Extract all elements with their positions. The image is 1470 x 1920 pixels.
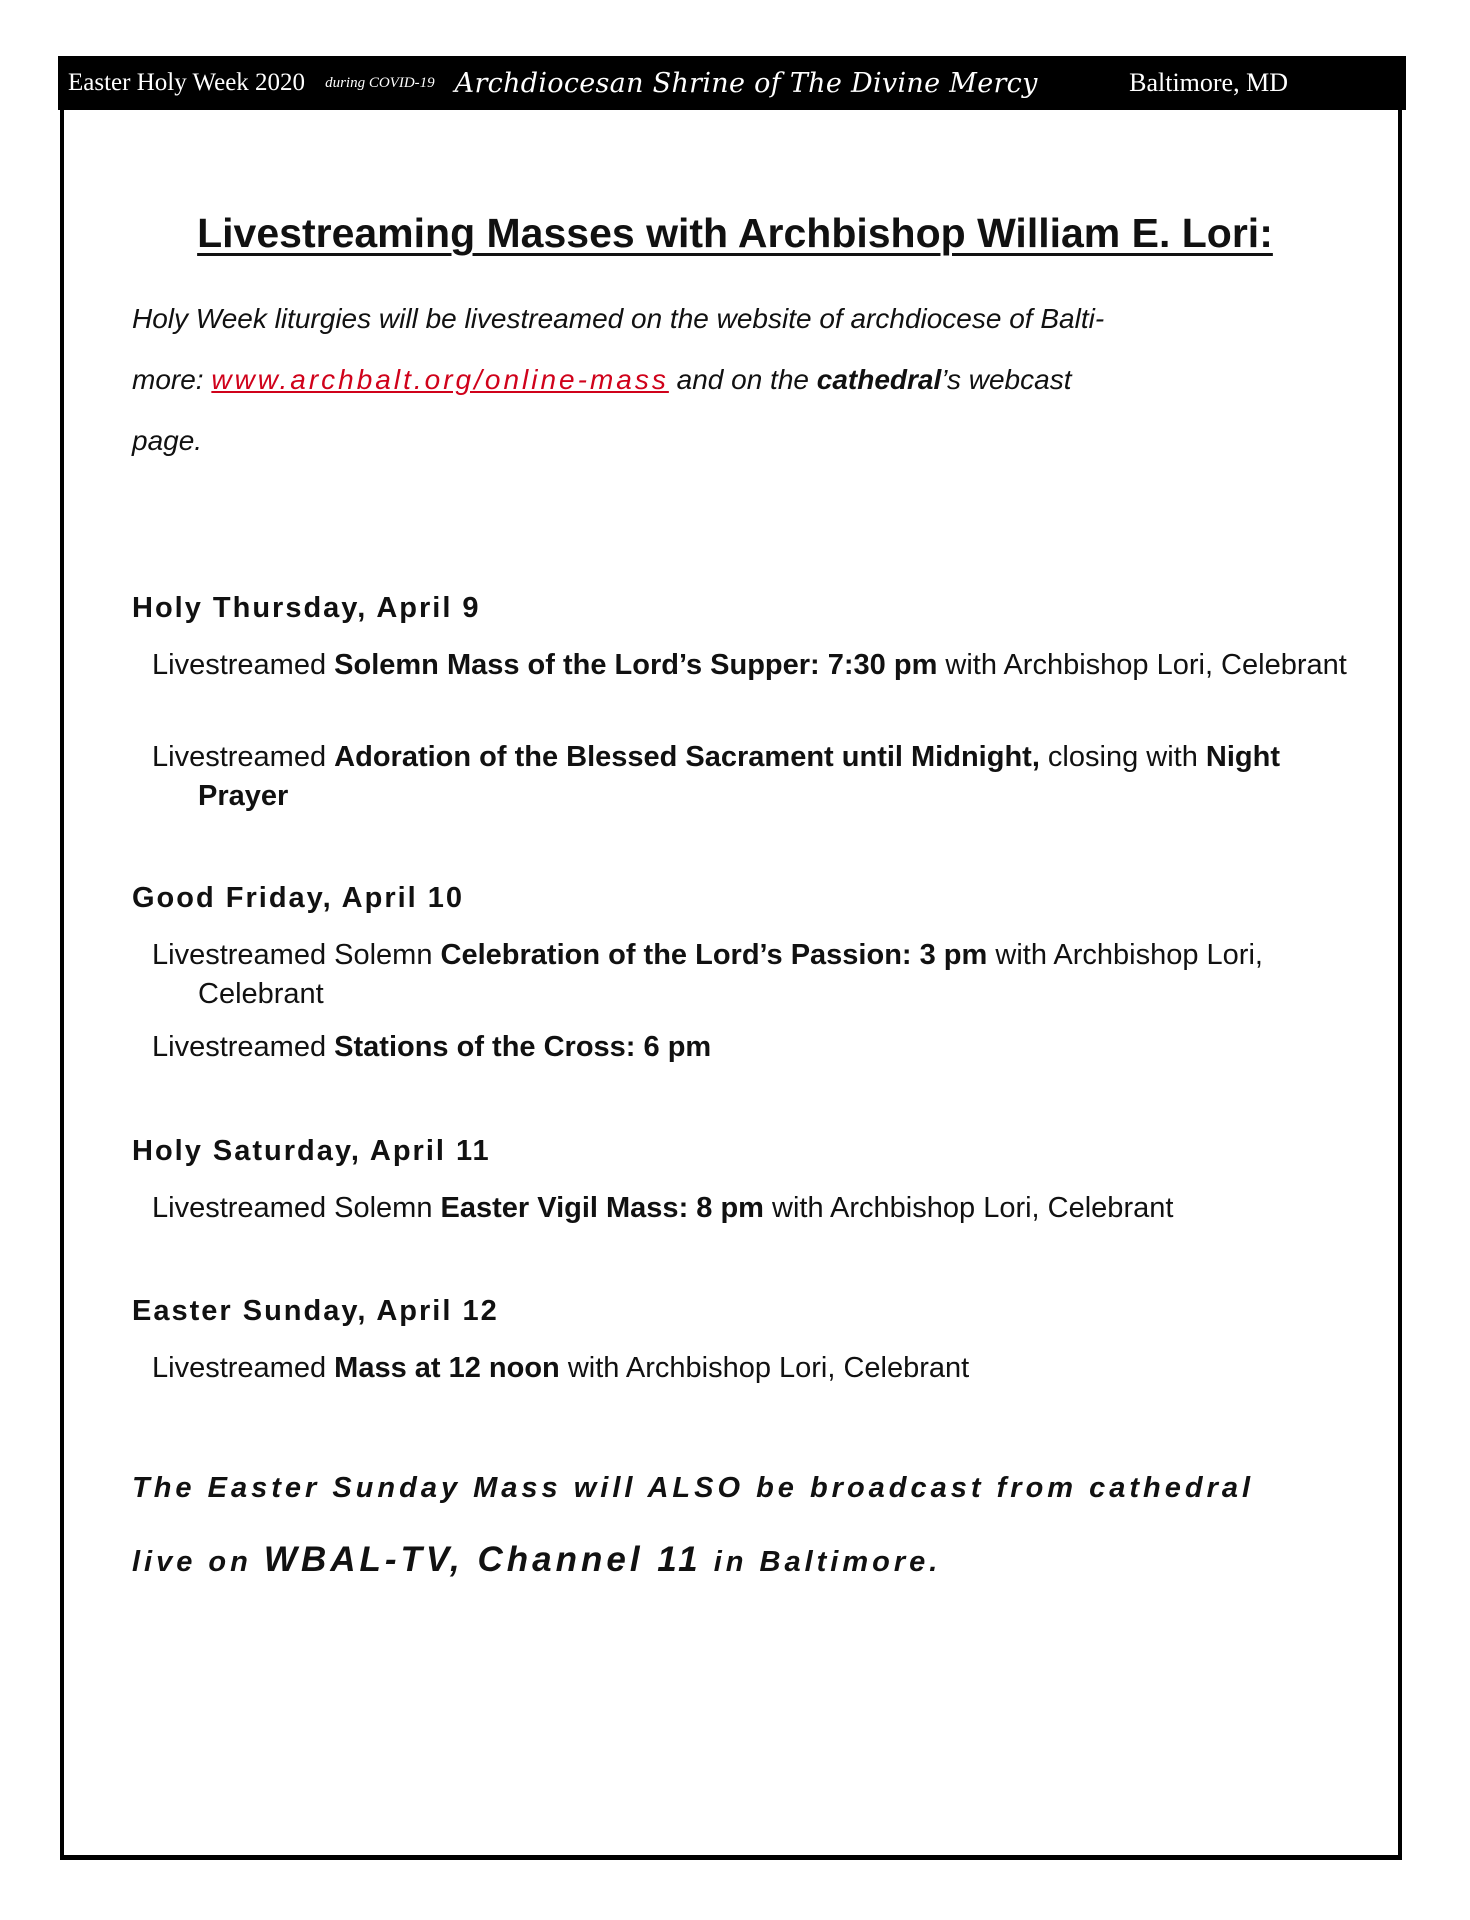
entry-bold: Celebration of the Lord’s Passion: 3 pm — [440, 939, 988, 971]
entry-friday-stations — [152, 1028, 1358, 1067]
entry-saturday-vigil — [152, 1189, 1358, 1228]
day-heading-sunday: Easter Sunday, April 12 — [132, 1295, 499, 1327]
day-heading-friday: Good Friday, April 10 — [132, 882, 465, 914]
entry-suffix: with Archbishop Lori, Celebrant — [198, 939, 1263, 1010]
header-bar — [58, 56, 1406, 110]
day-heading-saturday: Holy Saturday, April 11 — [132, 1135, 491, 1167]
entry-suffix: with Archbishop Lori, Celebrant — [559, 1352, 970, 1384]
intro-paragraph — [132, 288, 1312, 471]
entry-bold: Adoration of the Blessed Sacrament until Midnight, — [334, 741, 1040, 773]
entry-prefix: Livestreamed — [152, 649, 335, 681]
broadcast-live-on: live on — [132, 1546, 264, 1578]
intro-cathedral: cathedral — [816, 364, 942, 395]
intro-after-link: and on the — [668, 364, 817, 395]
entry-suffix: with Archbishop Lori, Celebrant — [763, 1192, 1174, 1224]
entry-bold: Easter Vigil Mass: 8 pm — [440, 1192, 764, 1224]
intro-line-2 — [132, 349, 1312, 410]
entry-bold: Solemn Mass of the Lord’s Supper: 7:30 pm — [334, 649, 938, 681]
broadcast-line-2 — [132, 1524, 1382, 1598]
entry-friday-passion — [152, 936, 1358, 1014]
entry-sunday-mass — [152, 1349, 1358, 1388]
broadcast-channel: WBAL-TV, Channel 11 — [263, 1540, 702, 1579]
intro-line-3: page. — [132, 425, 203, 456]
header-city: Baltimore, MD — [1129, 68, 1288, 97]
entry-thursday-mass — [152, 646, 1358, 685]
day-heading-thursday: Holy Thursday, April 9 — [132, 592, 481, 624]
intro-more: more: — [132, 364, 212, 395]
entry-prefix: Livestreamed — [152, 1352, 335, 1384]
page-title: Livestreaming Masses with Archbishop William E. Lori: — [197, 210, 1273, 256]
entry-suffix: closing with — [1039, 741, 1206, 773]
entry-bold-2: Night Prayer — [198, 741, 1280, 812]
header-shrine: Archdiocesan Shrine of The Divine Mercy — [454, 67, 1038, 99]
online-mass-link[interactable]: www.archbalt.org/online-mass — [211, 364, 669, 395]
header-during: during COVID-19 — [325, 74, 435, 91]
entry-prefix: Livestreamed — [152, 1031, 335, 1063]
broadcast-note — [132, 1452, 1382, 1598]
entry-prefix: Livestreamed — [152, 741, 335, 773]
entry-bold: Stations of the Cross: 6 pm — [334, 1031, 712, 1063]
broadcast-line-1: The Easter Sunday Mass will ALSO be broadcast from cathedral — [132, 1472, 1255, 1504]
entry-thursday-adoration — [152, 738, 1358, 816]
entry-bold: Mass at 12 noon — [334, 1352, 560, 1384]
entry-prefix: Livestreamed Solemn — [152, 939, 441, 971]
header-event: Easter Holy Week 2020 — [68, 69, 306, 96]
entry-suffix: with Archbishop Lori, Celebrant — [937, 649, 1347, 681]
broadcast-location: in Baltimore. — [701, 1546, 942, 1578]
intro-line-1: Holy Week liturgies will be livestreamed on the website of archdiocese of Balti- — [132, 303, 1105, 334]
entry-prefix: Livestreamed Solemn — [152, 1192, 441, 1224]
intro-after-cathedral: ’s webcast — [941, 364, 1072, 395]
